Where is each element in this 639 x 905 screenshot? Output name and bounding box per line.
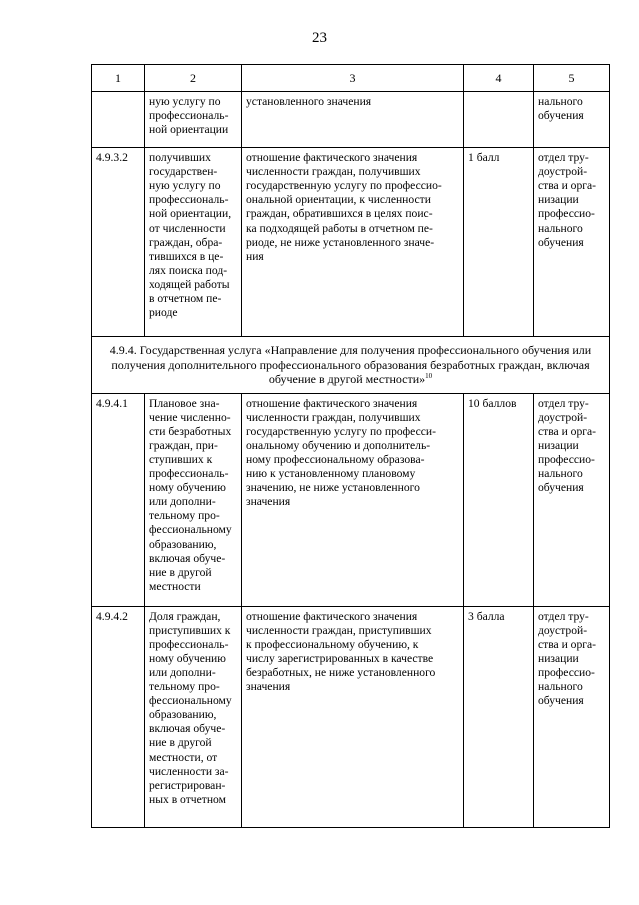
page-number: 23 xyxy=(312,30,327,46)
footnote-marker: 10 xyxy=(425,372,433,381)
header-cell: 3 xyxy=(242,65,464,92)
cell-number: 4.9.4.2 xyxy=(92,606,145,827)
header-cell: 2 xyxy=(145,65,242,92)
cell-score: 1 балл xyxy=(464,148,534,337)
cell-indicator: Плановое зна- чение численно- сти безработных граждан, при- ступивших к профессиональ- ному обучению или дополни- тельному про- фессиональному образованию, включая обуче- ние в другой местности xyxy=(145,393,242,606)
cell-number: 4.9.4.1 xyxy=(92,393,145,606)
table-row xyxy=(92,92,610,148)
cell-score: 3 балла xyxy=(464,606,534,827)
cell-criterion: отношение фактического значения численности граждан, получивших государственную услугу по професси- ональному обучению и дополнитель- ному профессиональному образова- нию к установленному плановому значению, не ниже установленного значения xyxy=(242,393,464,606)
cell-indicator: ную услугу по профессиональ- ной ориентации xyxy=(145,92,242,148)
cell-criterion: отношение фактического значения численности граждан, приступивших к профессиональному обучению, к числу зарегистрированных в качестве безработных, не ниже установленного значения xyxy=(242,606,464,827)
table-header-row xyxy=(92,65,610,92)
section-heading xyxy=(92,337,610,394)
table-row xyxy=(92,148,610,337)
header-cell: 5 xyxy=(534,65,610,92)
cell-criterion: отношение фактического значения численности граждан, получивших государственную услугу по профессио- ональной ориентации, к численности граждан, обратившихся в целях поис- ка подходящей работы в отчетном пе- риоде, не ниже установленного значе- ния xyxy=(242,148,464,337)
cell-indicator: получивших государствен- ную услугу по профессиональ- ной ориентации, от численности граждан, обра- тившихся в це- лях поиска под- ходящей работы в отчетном пе- риоде xyxy=(145,148,242,337)
header-cell: 1 xyxy=(92,65,145,92)
cell-responsible: нального обучения xyxy=(534,92,610,148)
cell-criterion: установленного значения xyxy=(242,92,464,148)
section-heading-text: 4.9.4. Государственная услуга «Направление для получения профессионального обучения или получения дополнительного профессионального образования безработных граждан, включая обучение в другой местности» xyxy=(109,343,592,387)
section-heading-row xyxy=(92,337,610,394)
cell-responsible: отдел тру- доустрой- ства и орга- низации профессио- нального обучения xyxy=(534,148,610,337)
cell-number: 4.9.3.2 xyxy=(92,148,145,337)
table-row xyxy=(92,606,610,827)
cell-score xyxy=(464,92,534,148)
table-row xyxy=(92,393,610,606)
indicator-table xyxy=(91,64,610,828)
cell-indicator: Доля граждан, приступивших к профессиональ- ному обучению или дополни- тельному про- фессиональному образованию, включая обуче- ние в другой местности, от численности за- регистрирован- ных в отчетном xyxy=(145,606,242,827)
cell-responsible: отдел тру- доустрой- ства и орга- низации профессио- нального обучения xyxy=(534,393,610,606)
cell-number xyxy=(92,92,145,148)
header-cell: 4 xyxy=(464,65,534,92)
cell-responsible: отдел тру- доустрой- ства и орга- низации профессио- нального обучения xyxy=(534,606,610,827)
cell-score: 10 баллов xyxy=(464,393,534,606)
